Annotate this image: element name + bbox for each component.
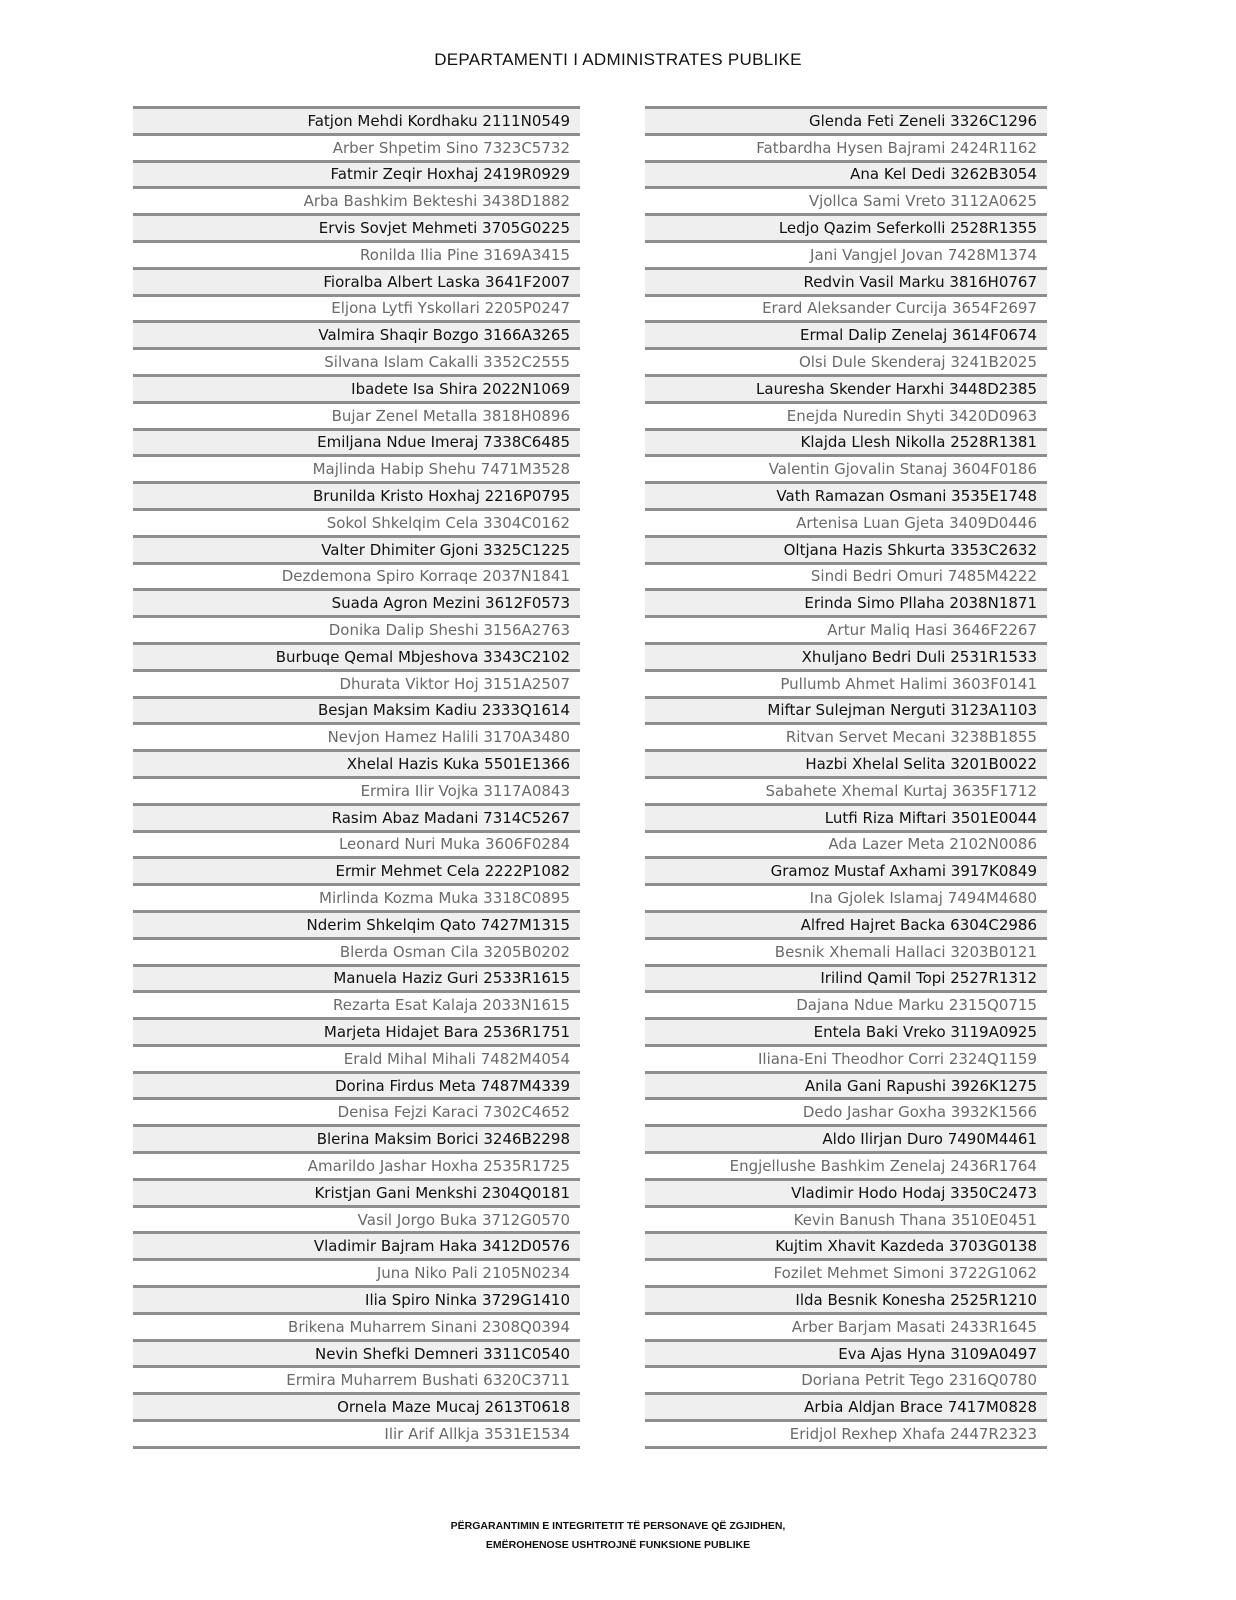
list-item: Valter Dhimiter Gjoni 3325C1225 <box>133 535 580 562</box>
list-item: Ermira Muharrem Bushati 6320C3711 <box>133 1365 580 1392</box>
list-item: Marjeta Hidajet Bara 2536R1751 <box>133 1017 580 1044</box>
list-item: Eridjol Rexhep Xhafa 2447R2323 <box>645 1419 1047 1446</box>
list-item: Ritvan Servet Mecani 3238B1855 <box>645 722 1047 749</box>
list-item: Enejda Nuredin Shyti 3420D0963 <box>645 401 1047 428</box>
list-item: Kristjan Gani Menkshi 2304Q0181 <box>133 1178 580 1205</box>
list-item: Ervis Sovjet Mehmeti 3705G0225 <box>133 213 580 240</box>
list-item: Pullumb Ahmet Halimi 3603F0141 <box>645 669 1047 696</box>
list-item: Ornela Maze Mucaj 2613T0618 <box>133 1392 580 1419</box>
list-item: Jani Vangjel Jovan 7428M1374 <box>645 240 1047 267</box>
list-item: Ilda Besnik Konesha 2525R1210 <box>645 1285 1047 1312</box>
list-item: Ibadete Isa Shira 2022N1069 <box>133 374 580 401</box>
list-item: Oltjana Hazis Shkurta 3353C2632 <box>645 535 1047 562</box>
list-item: Engjellushe Bashkim Zenelaj 2436R1764 <box>645 1151 1047 1178</box>
list-item: Ada Lazer Meta 2102N0086 <box>645 830 1047 857</box>
list-item: Erinda Simo Pllaha 2038N1871 <box>645 588 1047 615</box>
list-item: Besjan Maksim Kadiu 2333Q1614 <box>133 696 580 723</box>
list-item: Rasim Abaz Madani 7314C5267 <box>133 803 580 830</box>
list-item: Erard Aleksander Curcija 3654F2697 <box>645 294 1047 321</box>
list-item: Brikena Muharrem Sinani 2308Q0394 <box>133 1312 580 1339</box>
list-item: Eljona Lytfi Yskollari 2205P0247 <box>133 294 580 321</box>
list-item: Lauresha Skender Harxhi 3448D2385 <box>645 374 1047 401</box>
list-item: Ana Kel Dedi 3262B3054 <box>645 160 1047 187</box>
list-item: Alfred Hajret Backa 6304C2986 <box>645 910 1047 937</box>
list-item: Manuela Haziz Guri 2533R1615 <box>133 964 580 991</box>
footer-line-2: EMËROHENOSE USHTROJNË FUNKSIONE PUBLIKE <box>485 1539 751 1551</box>
list-item: Majlinda Habip Shehu 7471M3528 <box>133 454 580 481</box>
list-item: Fatbardha Hysen Bajrami 2424R1162 <box>645 133 1047 160</box>
list-item: Xhuljano Bedri Duli 2531R1533 <box>645 642 1047 669</box>
list-item: Blerda Osman Cila 3205B0202 <box>133 937 580 964</box>
row-divider <box>133 1446 580 1449</box>
list-item: Olsi Dule Skenderaj 3241B2025 <box>645 347 1047 374</box>
list-item: Suada Agron Mezini 3612F0573 <box>133 588 580 615</box>
list-item: Nevjon Hamez Halili 3170A3480 <box>133 722 580 749</box>
list-item: Valentin Gjovalin Stanaj 3604F0186 <box>645 454 1047 481</box>
list-item: Burbuqe Qemal Mbjeshova 3343C2102 <box>133 642 580 669</box>
list-item: Fozilet Mehmet Simoni 3722G1062 <box>645 1258 1047 1285</box>
list-item: Amarildo Jashar Hoxha 2535R1725 <box>133 1151 580 1178</box>
list-item: Arba Bashkim Bekteshi 3438D1882 <box>133 186 580 213</box>
list-item: Aldo Ilirjan Duro 7490M4461 <box>645 1124 1047 1151</box>
list-item: Doriana Petrit Tego 2316Q0780 <box>645 1365 1047 1392</box>
list-item: Iliana-Eni Theodhor Corri 2324Q1159 <box>645 1044 1047 1071</box>
list-item: Dedo Jashar Goxha 3932K1566 <box>645 1097 1047 1124</box>
list-item: Ronilda Ilia Pine 3169A3415 <box>133 240 580 267</box>
list-item: Redvin Vasil Marku 3816H0767 <box>645 267 1047 294</box>
list-item: Mirlinda Kozma Muka 3318C0895 <box>133 883 580 910</box>
list-item: Vladimir Hodo Hodaj 3350C2473 <box>645 1178 1047 1205</box>
list-item: Lutfi Riza Miftari 3501E0044 <box>645 803 1047 830</box>
list-item: Irilind Qamil Topi 2527R1312 <box>645 964 1047 991</box>
list-item: Bujar Zenel Metalla 3818H0896 <box>133 401 580 428</box>
footer <box>0 1517 1236 1555</box>
list-item: Besnik Xhemali Hallaci 3203B0121 <box>645 937 1047 964</box>
list-item: Anila Gani Rapushi 3926K1275 <box>645 1071 1047 1098</box>
list-item: Dajana Ndue Marku 2315Q0715 <box>645 990 1047 1017</box>
list-item: Xhelal Hazis Kuka 5501E1366 <box>133 749 580 776</box>
list-item: Nderim Shkelqim Qato 7427M1315 <box>133 910 580 937</box>
list-item: Miftar Sulejman Nerguti 3123A1103 <box>645 696 1047 723</box>
footer-line-1: PËRGARANTIMIN E INTEGRITETIT TË PERSONAVE QË ZGJIDHEN, <box>450 1520 786 1532</box>
list-item: Eva Ajas Hyna 3109A0497 <box>645 1339 1047 1366</box>
list-item: Ina Gjolek Islamaj 7494M4680 <box>645 883 1047 910</box>
list-item: Arbia Aldjan Brace 7417M0828 <box>645 1392 1047 1419</box>
list-item: Arber Barjam Masati 2433R1645 <box>645 1312 1047 1339</box>
list-item: Sindi Bedri Omuri 7485M4222 <box>645 562 1047 589</box>
list-item: Ledjo Qazim Seferkolli 2528R1355 <box>645 213 1047 240</box>
list-item: Dorina Firdus Meta 7487M4339 <box>133 1071 580 1098</box>
list-item: Valmira Shaqir Bozgo 3166A3265 <box>133 320 580 347</box>
list-item: Erald Mihal Mihali 7482M4054 <box>133 1044 580 1071</box>
list-item: Arber Shpetim Sino 7323C5732 <box>133 133 580 160</box>
list-item: Kujtim Xhavit Kazdeda 3703G0138 <box>645 1231 1047 1258</box>
list-item: Silvana Islam Cakalli 3352C2555 <box>133 347 580 374</box>
list-item: Blerina Maksim Borici 3246B2298 <box>133 1124 580 1151</box>
list-item: Nevin Shefki Demneri 3311C0540 <box>133 1339 580 1366</box>
list-item: Ermir Mehmet Cela 2222P1082 <box>133 856 580 883</box>
name-list-right <box>645 106 1047 1449</box>
page-title: DEPARTAMENTI I ADMINISTRATES PUBLIKE <box>434 50 802 69</box>
list-item: Klajda Llesh Nikolla 2528R1381 <box>645 428 1047 455</box>
list-item: Artur Maliq Hasi 3646F2267 <box>645 615 1047 642</box>
list-item: Vath Ramazan Osmani 3535E1748 <box>645 481 1047 508</box>
list-item: Denisa Fejzi Karaci 7302C4652 <box>133 1097 580 1124</box>
list-item: Gramoz Mustaf Axhami 3917K0849 <box>645 856 1047 883</box>
list-item: Sokol Shkelqim Cela 3304C0162 <box>133 508 580 535</box>
list-item: Glenda Feti Zeneli 3326C1296 <box>645 106 1047 133</box>
list-item: Dhurata Viktor Hoj 3151A2507 <box>133 669 580 696</box>
list-item: Artenisa Luan Gjeta 3409D0446 <box>645 508 1047 535</box>
list-item: Donika Dalip Sheshi 3156A2763 <box>133 615 580 642</box>
list-item: Ilia Spiro Ninka 3729G1410 <box>133 1285 580 1312</box>
list-item: Dezdemona Spiro Korraqe 2037N1841 <box>133 562 580 589</box>
list-item: Leonard Nuri Muka 3606F0284 <box>133 830 580 857</box>
list-item: Ermal Dalip Zenelaj 3614F0674 <box>645 320 1047 347</box>
list-item: Juna Niko Pali 2105N0234 <box>133 1258 580 1285</box>
list-item: Emiljana Ndue Imeraj 7338C6485 <box>133 428 580 455</box>
list-item: Sabahete Xhemal Kurtaj 3635F1712 <box>645 776 1047 803</box>
list-item: Fioralba Albert Laska 3641F2007 <box>133 267 580 294</box>
list-item: Hazbi Xhelal Selita 3201B0022 <box>645 749 1047 776</box>
name-list-left <box>133 106 580 1449</box>
list-item: Fatjon Mehdi Kordhaku 2111N0549 <box>133 106 580 133</box>
list-item: Fatmir Zeqir Hoxhaj 2419R0929 <box>133 160 580 187</box>
list-item: Vjollca Sami Vreto 3112A0625 <box>645 186 1047 213</box>
list-item: Ilir Arif Allkja 3531E1534 <box>133 1419 580 1446</box>
list-item: Vladimir Bajram Haka 3412D0576 <box>133 1231 580 1258</box>
list-item: Entela Baki Vreko 3119A0925 <box>645 1017 1047 1044</box>
list-item: Kevin Banush Thana 3510E0451 <box>645 1205 1047 1232</box>
row-divider <box>645 1446 1047 1449</box>
list-item: Rezarta Esat Kalaja 2033N1615 <box>133 990 580 1017</box>
list-item: Vasil Jorgo Buka 3712G0570 <box>133 1205 580 1232</box>
list-item: Brunilda Kristo Hoxhaj 2216P0795 <box>133 481 580 508</box>
list-item: Ermira Ilir Vojka 3117A0843 <box>133 776 580 803</box>
